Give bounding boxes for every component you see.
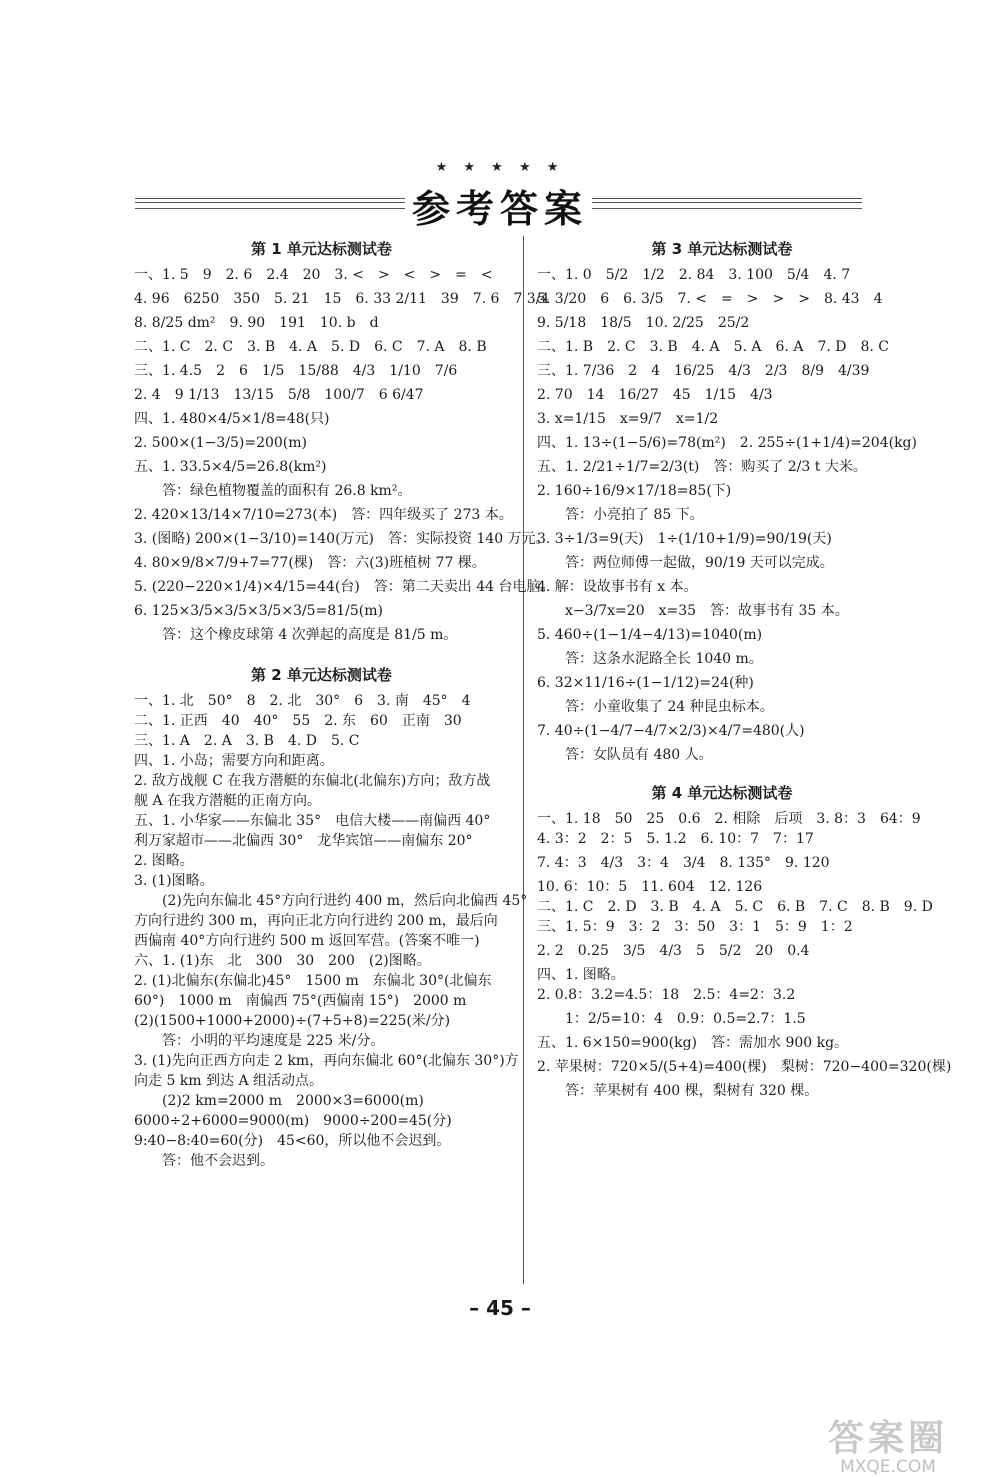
right-column <box>537 230 952 1102</box>
answer-line: 3. x=1/15 x=9/7 x=1/2 <box>537 411 719 427</box>
answer-line: 2. 敌方战舰 C 在我方潜艇的东偏北(北偏东)方向；敌方战 <box>134 773 491 789</box>
answer-line: 答：绿色植物覆盖的面积有 26.8 km²。 <box>162 483 412 499</box>
answer-line: 6. 32×11/16÷(1−1/12)=24(种) <box>537 675 754 691</box>
answer-line: 答：苹果树有 400 棵，梨树有 320 棵。 <box>565 1083 819 1099</box>
answer-line: 2. 500×(1−3/5)=200(m) <box>134 435 308 451</box>
answer-line: 2. 0.8：3.2=4.5：18 2.5：4=2：3.2 <box>537 987 796 1003</box>
answer-line: 二、1. C 2. D 3. B 4. A 5. C 6. B 7. C 8. B 9. D <box>537 899 933 915</box>
answer-line: 5. (220−220×1/4)×4/15=44(台) 答：第二天卖出 44 台电脑。 <box>134 579 555 595</box>
answer-line: 2. 70 14 16/27 45 1/15 4/3 <box>537 387 773 403</box>
answer-line: 三、1. 5：9 3：2 3：50 3：1 5：9 1：2 <box>537 919 853 935</box>
answer-line: 五、1. 小华家——东偏北 35° 电信大楼——南偏西 40° <box>134 813 491 829</box>
answer-line: 答：这个橡皮球第 4 次弹起的高度是 81/5 m。 <box>162 627 458 643</box>
left-column <box>134 230 555 1172</box>
answer-line: 利万家超市——北偏西 30° 龙华宾馆——南偏东 20° <box>134 833 473 849</box>
answer-line: (2)(1500+1000+2000)÷(7+5+8)=225(米/分) <box>134 1013 451 1029</box>
answer-line: 答：这条水泥路全长 1040 m。 <box>565 651 763 667</box>
page-number: – 45 – <box>469 1296 531 1320</box>
column-divider <box>523 236 524 1284</box>
unit2-answers <box>134 692 528 1170</box>
answer-line: 向走 5 km 到达 A 组活动点。 <box>134 1073 324 1089</box>
answer-line: 西偏南 40°方向行进约 500 m 返回军营。(答案不唯一) <box>134 933 480 949</box>
watermark-text: 答案圈 <box>827 1418 948 1459</box>
answer-line: 三、1. 4.5 2 6 1/5 15/88 4/3 1/10 7/6 <box>134 363 458 379</box>
answer-line: 6. 125×3/5×3/5×3/5×3/5=81/5(m) <box>134 603 383 619</box>
answer-line: 二、1. C 2. C 3. B 4. A 5. D 6. C 7. A 8. B <box>134 339 487 355</box>
answer-line: 9:40−8:40=60(分) 45<60，所以他不会迟到。 <box>134 1133 451 1149</box>
answer-line: 6000÷2+6000=9000(m) 9000÷200=45(分) <box>134 1113 452 1129</box>
answer-line: 一、1. 0 5/2 1/2 2. 84 3. 100 5/4 4. 7 <box>537 267 851 283</box>
unit3-heading: 第 3 单元达标测试卷 <box>651 240 793 258</box>
answer-line: 2. 2 0.25 3/5 4/3 5 5/2 20 0.4 <box>537 943 810 959</box>
answer-line: 答：小亮拍了 85 下。 <box>565 507 704 523</box>
answer-line: 5. 460÷(1−1/4−4/13)=1040(m) <box>537 627 763 643</box>
answer-line: 一、1. 5 9 2. 6 2.4 20 3. < > < > = < <box>134 267 493 283</box>
answer-line: 8. 8/25 dm² 9. 90 191 10. b d <box>134 315 379 331</box>
answer-line: 六、1. (1)东 北 300 30 200 (2)图略。 <box>134 953 431 969</box>
answer-line: 4. 80×9/8×7/9+7=77(棵) 答：六(3)班植树 77 棵。 <box>134 555 486 571</box>
answer-line: 一、1. 北 50° 8 2. 北 30° 6 3. 南 45° 4 <box>134 693 471 709</box>
answer-line: 3. (1)先向正西方向走 2 km，再向东偏北 60°(北偏东 30°)方 <box>134 1053 519 1069</box>
answer-line: 一、1. 18 50 25 0.6 2. 相除 后项 3. 8：3 64：9 <box>537 811 921 827</box>
answer-line: 4. 96 6250 350 5. 21 15 6. 33 2/11 39 7. 6 7 3/4 <box>134 291 550 307</box>
answer-line: 60°) 1000 m 南偏西 75°(西偏南 15°) 2000 m <box>134 993 467 1009</box>
answer-line: 四、1. 小岛；需要方向和距离。 <box>134 753 334 769</box>
answer-line: 2. 160÷16/9×17/18=85(下) <box>537 483 732 499</box>
answer-line: 10. 6：10：5 11. 604 12. 126 <box>537 879 763 895</box>
answer-line: 四、1. 图略。 <box>537 967 625 983</box>
answer-line: 答：小童收集了 24 种昆虫标本。 <box>565 699 774 715</box>
answer-line: 2. 4 9 1/13 13/15 5/8 100/7 6 6/47 <box>134 387 424 403</box>
answer-line: 1：2/5=10：4 0.9：0.5=2.7：1.5 <box>565 1011 806 1027</box>
answer-line: 7. 4：3 4/3 3：4 3/4 8. 135° 9. 120 <box>537 855 830 871</box>
answer-line: 4. 解：设故事书有 x 本。 <box>537 579 698 595</box>
answer-line: 答：他不会迟到。 <box>162 1153 274 1169</box>
answer-line: 2. 420×13/14×7/10=273(本) 答：四年级买了 273 本。 <box>134 507 513 523</box>
answer-line: 答：小明的平均速度是 225 米/分。 <box>162 1033 385 1049</box>
answer-line: 4. 3：2 2：5 5. 1.2 6. 10：7 7：17 <box>537 831 814 847</box>
answer-line: (2)先向东偏北 45°方向行进约 400 m，然后向北偏西 45° <box>162 893 528 909</box>
answer-line: 五、1. 2/21÷1/7=2/3(t) 答：购买了 2/3 t 大米。 <box>537 459 867 475</box>
unit1-heading: 第 1 单元达标测试卷 <box>251 240 392 258</box>
answer-line: x−3/7x=20 x=35 答：故事书有 35 本。 <box>565 603 849 619</box>
answer-line: 3. (1)图略。 <box>134 873 214 889</box>
answer-line: 四、1. 480×4/5×1/8=48(只) <box>134 411 330 427</box>
unit4-heading: 第 4 单元达标测试卷 <box>651 784 793 802</box>
unit2-heading: 第 2 单元达标测试卷 <box>251 666 392 684</box>
answer-line: 三、1. A 2. A 3. B 4. D 5. C <box>134 733 360 749</box>
answer-line: 2. 图略。 <box>134 853 194 869</box>
title-rule-right <box>592 198 862 209</box>
answer-line: 二、1. 正西 40 40° 55 2. 东 60 正南 30 <box>134 713 462 729</box>
answer-line: 2. (1)北偏东(东偏北)45° 1500 m 东偏北 30°(北偏东 <box>134 973 492 989</box>
answer-line: 5. 3/20 6 6. 3/5 7. < = > > > 8. 43 4 <box>537 291 883 307</box>
answer-line: 方向行进约 300 m，再向正北方向行进约 200 m，最后向 <box>134 913 498 929</box>
answer-line: 舰 A 在我方潜艇的正南方向。 <box>134 793 322 809</box>
answer-line: 3. 3÷1/3=9(天) 1÷(1/10+1/9)=90/19(天) <box>537 531 832 547</box>
watermark-logo <box>798 1410 978 1477</box>
answer-line: 9. 5/18 18/5 10. 2/25 25/2 <box>537 315 750 331</box>
answer-line: 答：两位师傅一起做，90/19 天可以完成。 <box>565 555 834 571</box>
answer-line: 3. (图略) 200×(1−3/10)=140(万元) 答：实际投资 140 万元。 <box>134 531 550 547</box>
watermark-url: MXQE.COM <box>840 1457 936 1477</box>
unit1-answers <box>134 266 555 644</box>
title-row <box>0 178 1000 231</box>
answer-line: 7. 40÷(1−4/7−4/7×2/3)×4/7=480(人) <box>537 723 805 739</box>
answer-line: 答：女队员有 480 人。 <box>565 747 713 763</box>
decorative-stars: ★ ★ ★ ★ ★ <box>435 160 565 175</box>
answer-line: 2. 苹果树：720×5/(5+4)=400(棵) 梨树：720−400=320(棵) <box>537 1059 952 1075</box>
answer-line: 五、1. 33.5×4/5=26.8(km²) <box>134 459 327 475</box>
answer-line: (2)2 km=2000 m 2000×3=6000(m) <box>162 1093 424 1109</box>
answer-line: 四、1. 13÷(1−5/6)=78(m²) 2. 255÷(1+1/4)=204(kg) <box>537 435 917 451</box>
unit3-answers <box>537 266 917 764</box>
unit4-answers <box>537 810 952 1100</box>
answer-line: 三、1. 7/36 2 4 16/25 4/3 2/3 8/9 4/39 <box>537 363 870 379</box>
answer-line: 二、1. B 2. C 3. B 4. A 5. A 6. A 7. D 8. C <box>537 339 890 355</box>
page-title: 参考答案 <box>411 187 588 231</box>
answer-line: 五、1. 6×150=900(kg) 答：需加水 900 kg。 <box>537 1035 849 1051</box>
